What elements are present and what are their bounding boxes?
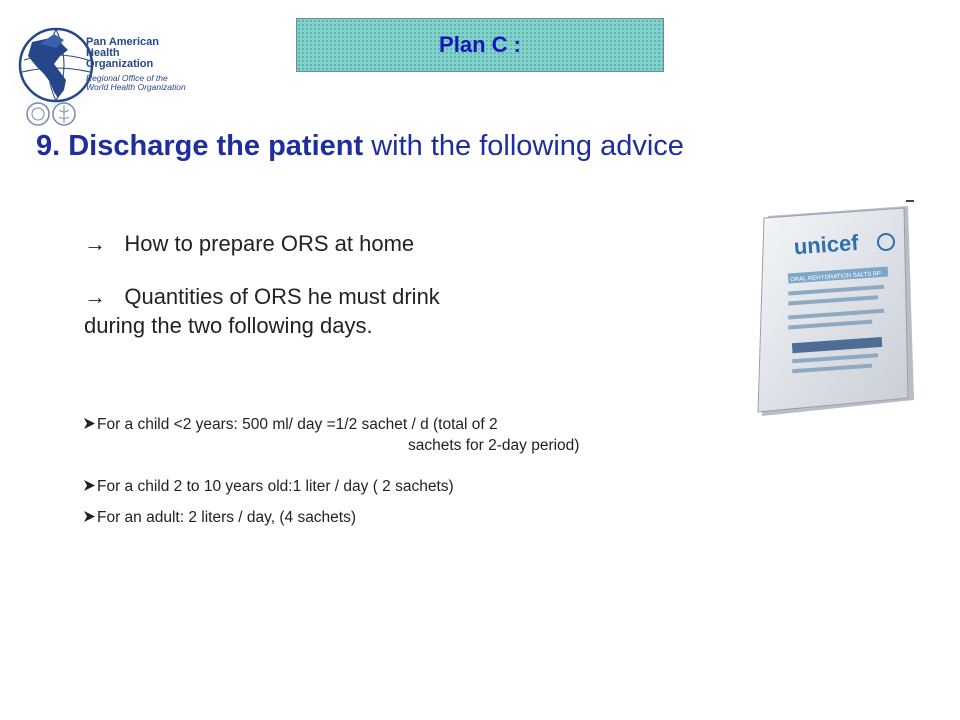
heading-rest: with the following advice: [363, 130, 684, 162]
org-name-line: Health: [86, 47, 120, 59]
org-name-line: Pan American: [86, 36, 159, 48]
sachet-label: ORAL REHYDRATION SALTS BP: [790, 271, 882, 284]
advice-text: How to prepare ORS at home: [124, 231, 415, 256]
arrow-icon: →: [84, 231, 106, 256]
advice-text: Quantities of ORS he must drink: [124, 284, 440, 309]
sachet-brand: unicef: [792, 229, 860, 260]
advice-text-continued: during the two following days.: [84, 313, 373, 338]
slide-title: Plan C :: [439, 32, 521, 57]
paho-logo-text: [86, 37, 186, 92]
advice-item: [84, 229, 414, 258]
dosage-bullet: [84, 507, 356, 528]
org-subtitle-line: Regional Office of the: [86, 73, 168, 83]
arrow-bullet-icon: [84, 507, 97, 528]
bullet-text-wrap: sachets for 2-day period): [408, 437, 580, 454]
bullet-text: For a child 2 to 10 years old:1 liter / day ( 2 sachets): [97, 478, 454, 495]
dosage-bullet: [84, 414, 579, 456]
arrow-bullet-icon: [84, 414, 97, 435]
bullet-text: For an adult: 2 liters / day, (4 sachets): [97, 509, 357, 526]
org-name-line: Organization: [86, 58, 154, 70]
arrow-icon: →: [84, 284, 106, 309]
arrow-bullet-icon: [84, 476, 97, 497]
org-subtitle-line: World Health Organization: [86, 82, 186, 92]
heading-bold-part: 9. Discharge the patient: [36, 130, 364, 162]
ors-sachet-image: [748, 188, 918, 438]
slide-title-box: [296, 18, 664, 72]
advice-item: [84, 282, 440, 340]
bullet-text: For a child <2 years: 500 ml/ day =1/2 sachet / d (total of 2: [97, 416, 498, 433]
section-heading: [36, 130, 684, 163]
dosage-bullet: [84, 476, 454, 497]
